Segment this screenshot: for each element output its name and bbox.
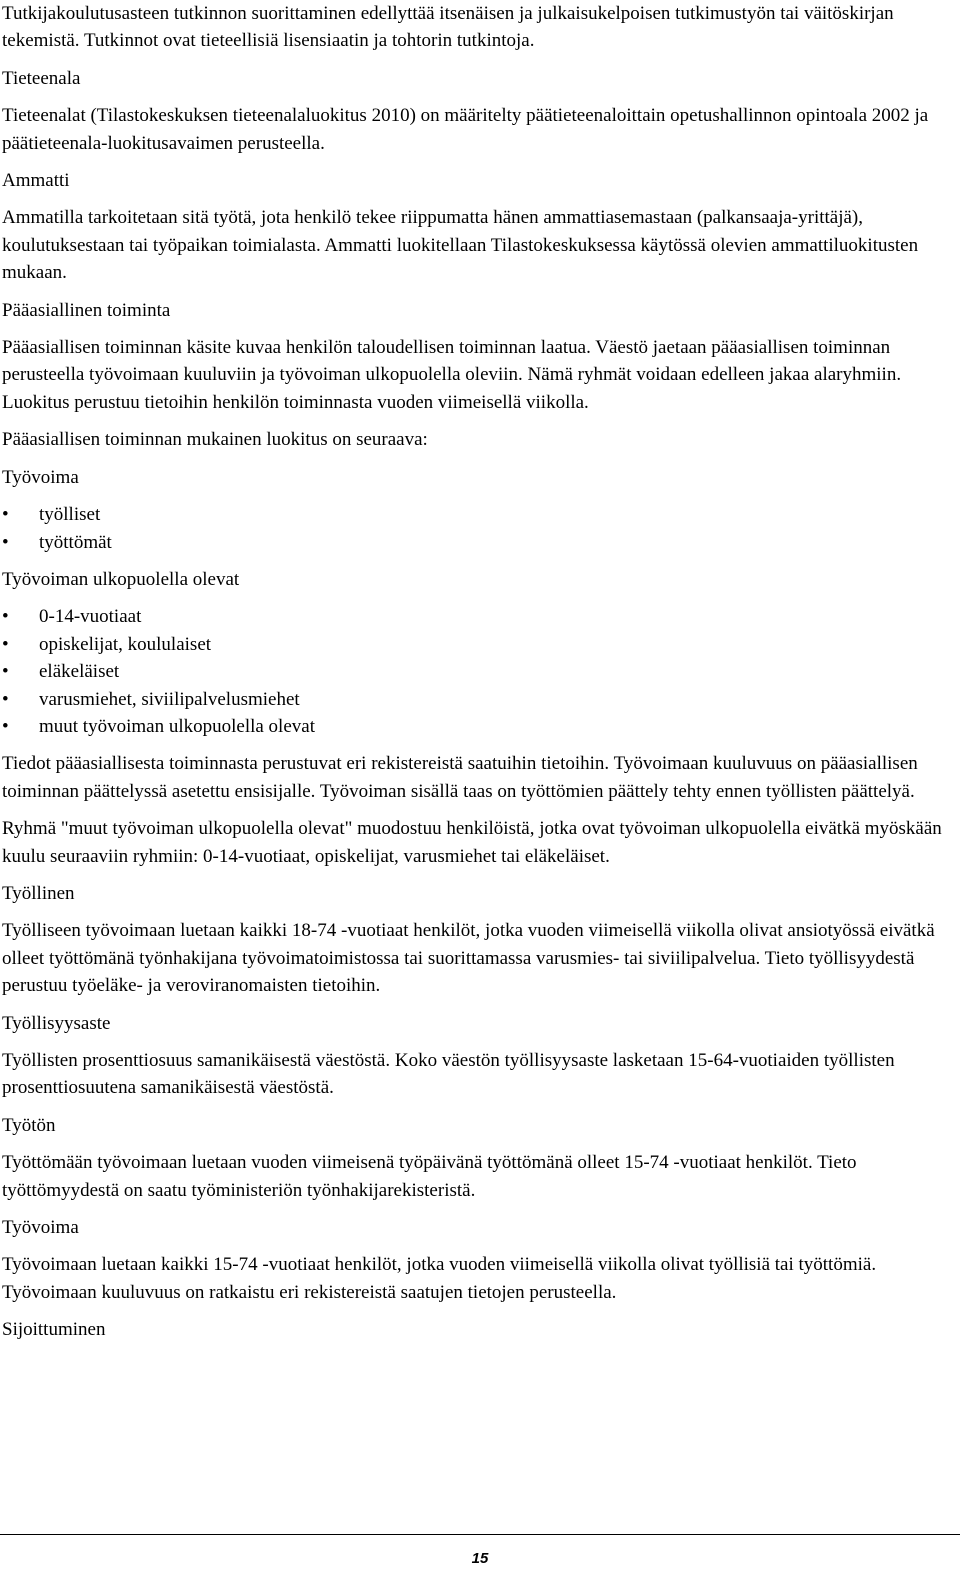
- ryhma-paragraph: Ryhmä "muut työvoiman ulkopuolella olevat" muodostuu henkilöistä, jotka ovat työvoiman ulkopuolella eivätkä myöskään kuulu seuraaviin ryhmiin: 0-14-vuotiaat, opiskelijat, varusmiehet tai eläkeläiset.: [2, 818, 942, 867]
- bullet-icon: •: [2, 661, 9, 683]
- list-item: • 0-14-vuotiaat: [2, 603, 958, 630]
- list-item: • työttömät: [2, 529, 958, 556]
- ammatti-paragraph: Ammatilla tarkoitetaan sitä työtä, jota henkilö tekee riippumatta hänen ammattiasemastaan (palkansaaja-yrittäjä), koulutuksestaan tai työpaikan toimialasta. Ammatti luokitellaan Tilastokeskuksessa käytössä olevien ammattiluokitusten mukaan.: [2, 207, 919, 284]
- luokitus-intro: Pääasiallisen toiminnan mukainen luokitus on seuraava:: [2, 429, 428, 451]
- ulkopuolella-label: Työvoiman ulkopuolella olevat: [2, 568, 240, 590]
- tyovoima-list: [2, 501, 958, 556]
- intro-paragraph: Tutkijakoulutusasteen tutkinnon suorittaminen edellyttää itsenäisen ja julkaisukelpoisen tutkimustyön tai väitöskirjan tekemistä. Tutkinnot ovat tieteellisiä lisensiaatin ja tohtorin tutkintoja.: [2, 3, 894, 52]
- paaasiallinen-heading: Pääasiallinen toiminta: [2, 299, 171, 321]
- tyovoima-paragraph: Työvoimaan luetaan kaikki 15-74 -vuotiaat henkilöt, jotka vuoden viimeisellä viikolla olivat työllisiä tai työttömiä. Työvoimaan kuuluvuus on ratkaistu eri rekistereistä saatujen tietojen perusteella.: [2, 1254, 877, 1303]
- tyovoima-label: Työvoima: [2, 466, 79, 488]
- ammatti-heading: Ammatti: [2, 170, 70, 192]
- bullet-icon: •: [2, 633, 9, 655]
- tyoton-paragraph: Työttömään työvoimaan luetaan vuoden viimeisenä työpäivänä työttömänä olleet 15-74 -vuotiaat henkilöt. Tieto työttömyydestä on saatu työministeriön työnhakijarekisteristä.: [2, 1152, 857, 1201]
- paaasiallinen-paragraph: Pääasiallisen toiminnan käsite kuvaa henkilön taloudellisen toiminnan laatua. Väestö jaetaan pääasiallisen toiminnan perusteella työvoimaan kuuluviin ja työvoiman ulkopuolella oleviin. Nämä ryhmät voidaan edelleen jakaa alaryhmiin. Luokitus perustuu tietoihin henkilön toiminnasta vuoden viimeisellä viikolla.: [2, 337, 902, 413]
- bullet-icon: •: [2, 531, 9, 553]
- bullet-icon: •: [2, 606, 9, 628]
- tyollisyysaste-paragraph: Työllisten prosenttiosuus samanikäisestä väestöstä. Koko väestön työllisyysaste lasketaan 15-64-vuotiaiden työllisten prosenttiosuutena samanikäisestä väestöstä.: [2, 1050, 895, 1099]
- tyollinen-paragraph: Työlliseen työvoimaan luetaan kaikki 18-74 -vuotiaat henkilöt, jotka vuoden viimeisellä viikolla olivat ansiotyössä eivätkä olleet työttömänä työnhakijana työvoimatoimistossa tai suorittamassa varusmies- tai siviilipalvelua. Tieto työllisyydestä perustuu työeläke- ja veroviranomaisten tietoihin.: [2, 920, 935, 997]
- list-item: • muut työvoiman ulkopuolella olevat: [2, 713, 958, 740]
- document-body: [2, 0, 958, 1344]
- ulkopuolella-list: [2, 603, 958, 740]
- tiedot-paragraph: Tiedot pääasiallisesta toiminnasta perustuvat eri rekistereistä saatuihin tietoihin. Työvoimaan kuuluvuus on pääasiallisen toiminnan päättelyssä asetettu ensisijalle. Työvoiman sisällä taas on työttömien päättely tehty ennen työllisten päättelyä.: [2, 753, 918, 802]
- page-number: 15: [471, 1550, 489, 1567]
- tieteenala-heading: Tieteenala: [2, 67, 81, 89]
- bullet-icon: •: [2, 688, 9, 710]
- footer-divider: [0, 1534, 960, 1535]
- tyollisyysaste-heading: Työllisyysaste: [2, 1012, 111, 1034]
- bullet-icon: •: [2, 715, 9, 737]
- tyollinen-heading: Työllinen: [2, 882, 75, 904]
- tyoton-heading: Työtön: [2, 1114, 56, 1136]
- list-item: • opiskelijat, koululaiset: [2, 631, 958, 658]
- tyovoima-heading: Työvoima: [2, 1217, 79, 1239]
- tieteenala-paragraph: Tieteenalat (Tilastokeskuksen tieteenalaluokitus 2010) on määritelty päätieteenaloittain opetushallinnon opintoala 2002 ja päätieteenala-luokitusavaimen perusteella.: [2, 105, 929, 154]
- list-item: • varusmiehet, siviilipalvelusmiehet: [2, 686, 958, 713]
- list-item: • eläkeläiset: [2, 658, 958, 685]
- list-item: • työlliset: [2, 501, 958, 528]
- bullet-icon: •: [2, 504, 9, 526]
- sijoittuminen-heading: Sijoittuminen: [2, 1319, 106, 1341]
